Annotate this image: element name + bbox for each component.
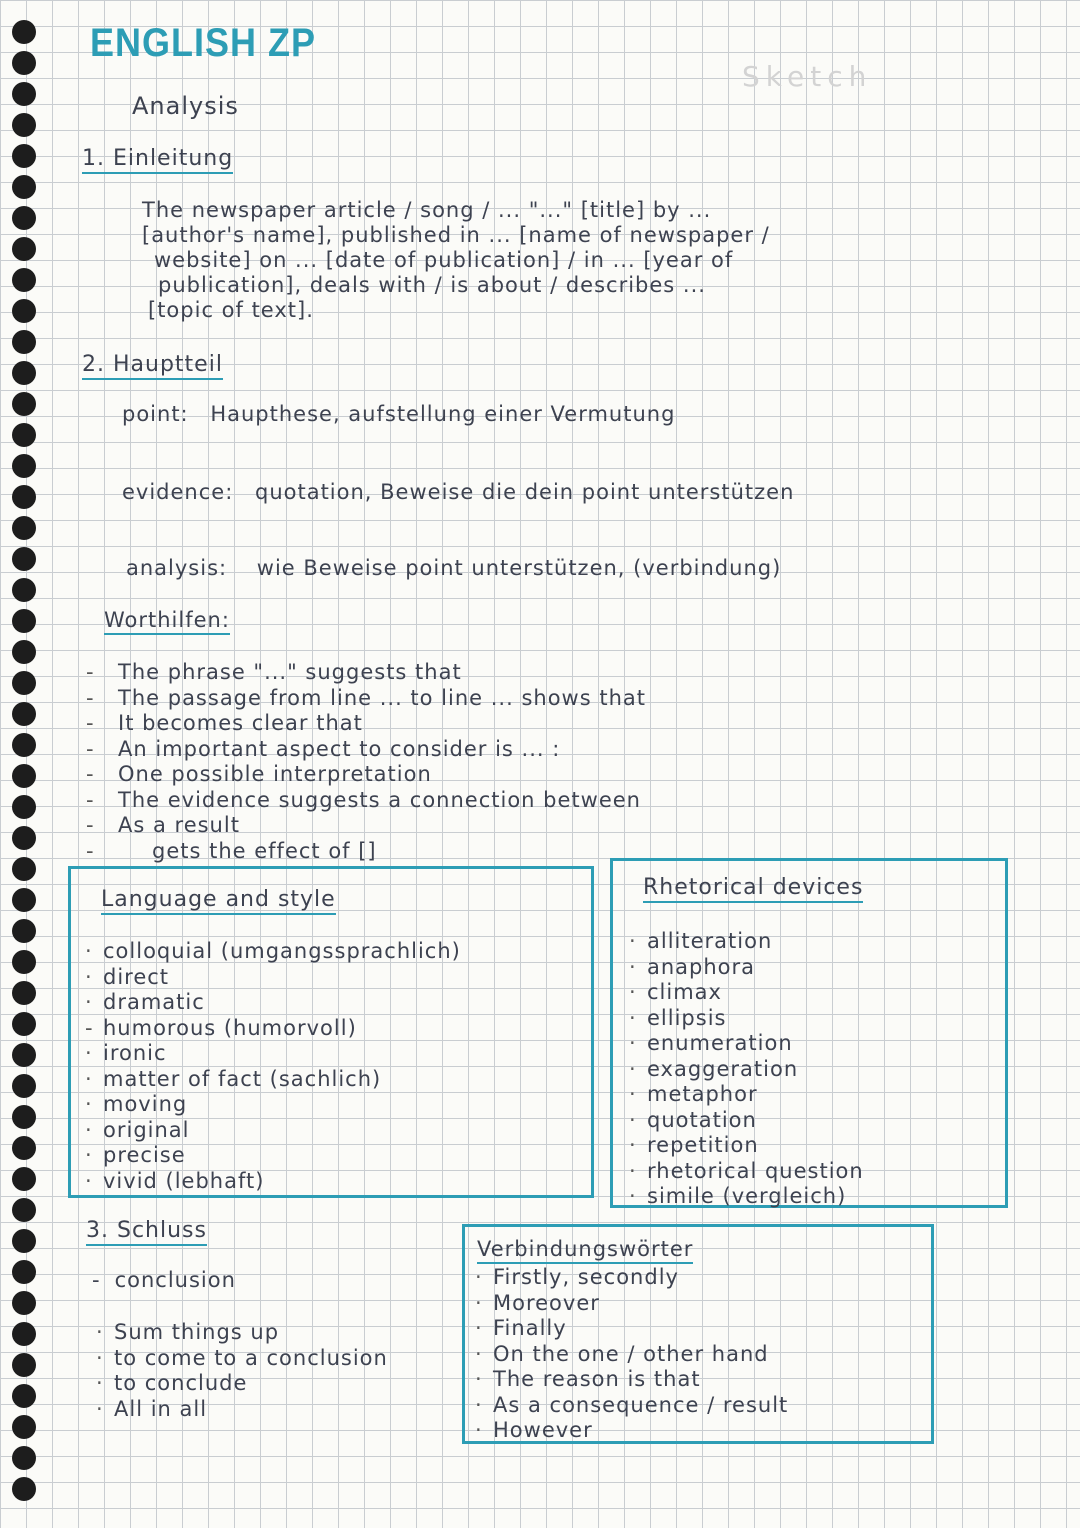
binder-hole [12,144,36,168]
list-item: · vivid (lebhaft) [85,1168,265,1193]
rhetorical-devices-box [610,858,1008,1208]
binder-hole [12,950,36,974]
intro-line: [author's name], published in ... [name of newspaper / [142,223,770,247]
list-item: · climax [629,980,722,1004]
binder-hole [12,1167,36,1191]
conclusion-item: - conclusion [92,1268,236,1292]
rhetorical-devices-heading-text: Rhetorical devices [643,875,863,903]
list-item: · The reason is that [475,1367,701,1391]
section2-heading [82,352,223,377]
list-item: - humorous (humorvoll) [85,1015,357,1040]
analysis-label: analysis: [126,556,228,580]
language-style-heading [101,887,336,912]
binder-hole [12,175,36,199]
binder-hole [12,1353,36,1377]
binder-hole [12,764,36,788]
list-item: · simile (vergleich) [629,1184,847,1208]
binder-hole [12,1446,36,1470]
connectives-heading-text: Verbindungswörter [477,1237,693,1264]
binder-hole [12,1043,36,1067]
list-item: · colloquial (umgangssprachlich) [85,939,461,963]
intro-line: publication], deals with / is about / describes ... [158,273,706,297]
list-item: · Sum things up [96,1320,280,1344]
language-style-list [85,939,461,1194]
list-item: · original [85,1117,190,1142]
list-item: · However [475,1418,593,1442]
page-title: ENGLISH ZP [90,19,317,65]
binder-hole [12,919,36,943]
conclusion-list [96,1320,388,1422]
list-item: · matter of fact (sachlich) [85,1066,382,1091]
binder-hole [12,1229,36,1253]
list-item: · rhetorical question [629,1158,864,1183]
list-item: - One possible interpretation [86,762,432,786]
list-item: · to conclude [96,1371,248,1395]
binder-hole [12,330,36,354]
subtitle: Analysis [132,92,239,120]
list-item: · quotation [629,1107,757,1132]
list-item: · to come to a conclusion [96,1345,388,1370]
section3-heading-text: 3. Schluss [86,1218,207,1246]
binder-hole [12,1074,36,1098]
list-item: · direct [85,964,170,989]
analysis-text: wie Beweise point unterstützen, (verbindung) [256,556,782,580]
faint-mark: Sketch [742,60,873,93]
list-item: - The passage from line ... to line ... shows that [86,685,646,710]
list-item: · anaphora [629,954,756,979]
binder-hole [12,454,36,478]
binder-hole [12,888,36,912]
phrase-list [86,660,646,864]
binder-hole [12,733,36,757]
binder-hole [12,516,36,540]
connectives-box [462,1224,934,1444]
list-item: · precise [85,1143,186,1167]
list-item: · exaggeration [629,1056,799,1081]
binder-hole [12,1291,36,1315]
language-style-heading-text: Language and style [101,887,336,915]
binder-hole [12,1260,36,1284]
list-item: - An important aspect to consider is ... : [86,736,561,761]
binder-hole [12,20,36,44]
intro-template [142,198,770,323]
list-item: · On the one / other hand [475,1341,769,1366]
wordhelp-heading-text: Worthilfen: [104,608,230,635]
connectives-heading [477,1237,693,1261]
binder-hole [12,113,36,137]
point-label: point: [122,402,189,426]
list-item: · As a consequence / result [475,1392,789,1417]
point-row [122,402,675,426]
binder-hole [12,1136,36,1160]
analysis-row [126,556,781,580]
binder-hole [12,1384,36,1408]
list-item: - As a result [86,813,240,837]
language-style-box [68,866,594,1198]
binder-hole [12,1012,36,1036]
list-item: · Moreover [475,1290,600,1315]
binder-hole [12,826,36,850]
binder-hole [12,547,36,571]
binder-hole [12,671,36,695]
binder-hole [12,1322,36,1346]
section1-heading-text: 1. Einleitung [82,146,233,174]
binder-hole [12,51,36,75]
list-item: · repetition [629,1133,759,1157]
binder-hole [12,857,36,881]
list-item: - The evidence suggests a connection between [86,787,641,812]
intro-line: [topic of text]. [148,298,314,322]
list-item: - The phrase "..." suggests that [86,660,462,684]
connectives-list [475,1265,788,1444]
binder-hole [12,392,36,416]
rhetorical-devices-heading [643,875,863,900]
list-item: - gets the effect of [] [86,838,377,863]
binder-hole [12,795,36,819]
list-item: · dramatic [85,990,205,1014]
binder-hole [12,361,36,385]
binder-hole [12,268,36,292]
binder-hole [12,640,36,664]
evidence-row [122,480,794,504]
list-item: · All in all [96,1396,208,1421]
list-item: · moving [85,1092,188,1116]
binder-hole [12,578,36,602]
list-item: · enumeration [629,1031,793,1055]
point-text: Haupthese, aufstellung einer Vermutung [210,402,676,426]
binder-hole [12,82,36,106]
list-item: - It becomes clear that [86,711,363,735]
binder-hole [12,1198,36,1222]
list-item: · alliteration [629,929,773,953]
binder-hole [12,299,36,323]
list-item: · Finally [475,1316,567,1340]
rhetorical-devices-list [629,929,864,1210]
evidence-text: quotation, Beweise die dein point unterstützen [254,480,795,504]
conclusion-text: conclusion [114,1268,236,1292]
section1-heading [82,146,233,171]
intro-line: website] on ... [date of publication] / in ... [year of [154,248,734,272]
wordhelp-heading [104,608,230,632]
evidence-label: evidence: [122,480,234,504]
binder-hole [12,702,36,726]
binder-hole [12,609,36,633]
list-item: · ellipsis [629,1005,727,1030]
section3-heading [86,1218,207,1243]
binder-hole [12,981,36,1005]
list-item: · ironic [85,1041,167,1065]
list-item: · Firstly, secondly [475,1265,679,1289]
binder-hole [12,206,36,230]
binder-hole [12,423,36,447]
binder-hole [12,237,36,261]
intro-line: The newspaper article / song / ... "..." [title] by ... [142,198,712,222]
binder-holes [12,20,42,1510]
binder-hole [12,1477,36,1501]
list-item: · metaphor [629,1082,758,1106]
binder-hole [12,485,36,509]
section2-heading-text: 2. Hauptteil [82,352,223,380]
binder-hole [12,1415,36,1439]
binder-hole [12,1105,36,1129]
